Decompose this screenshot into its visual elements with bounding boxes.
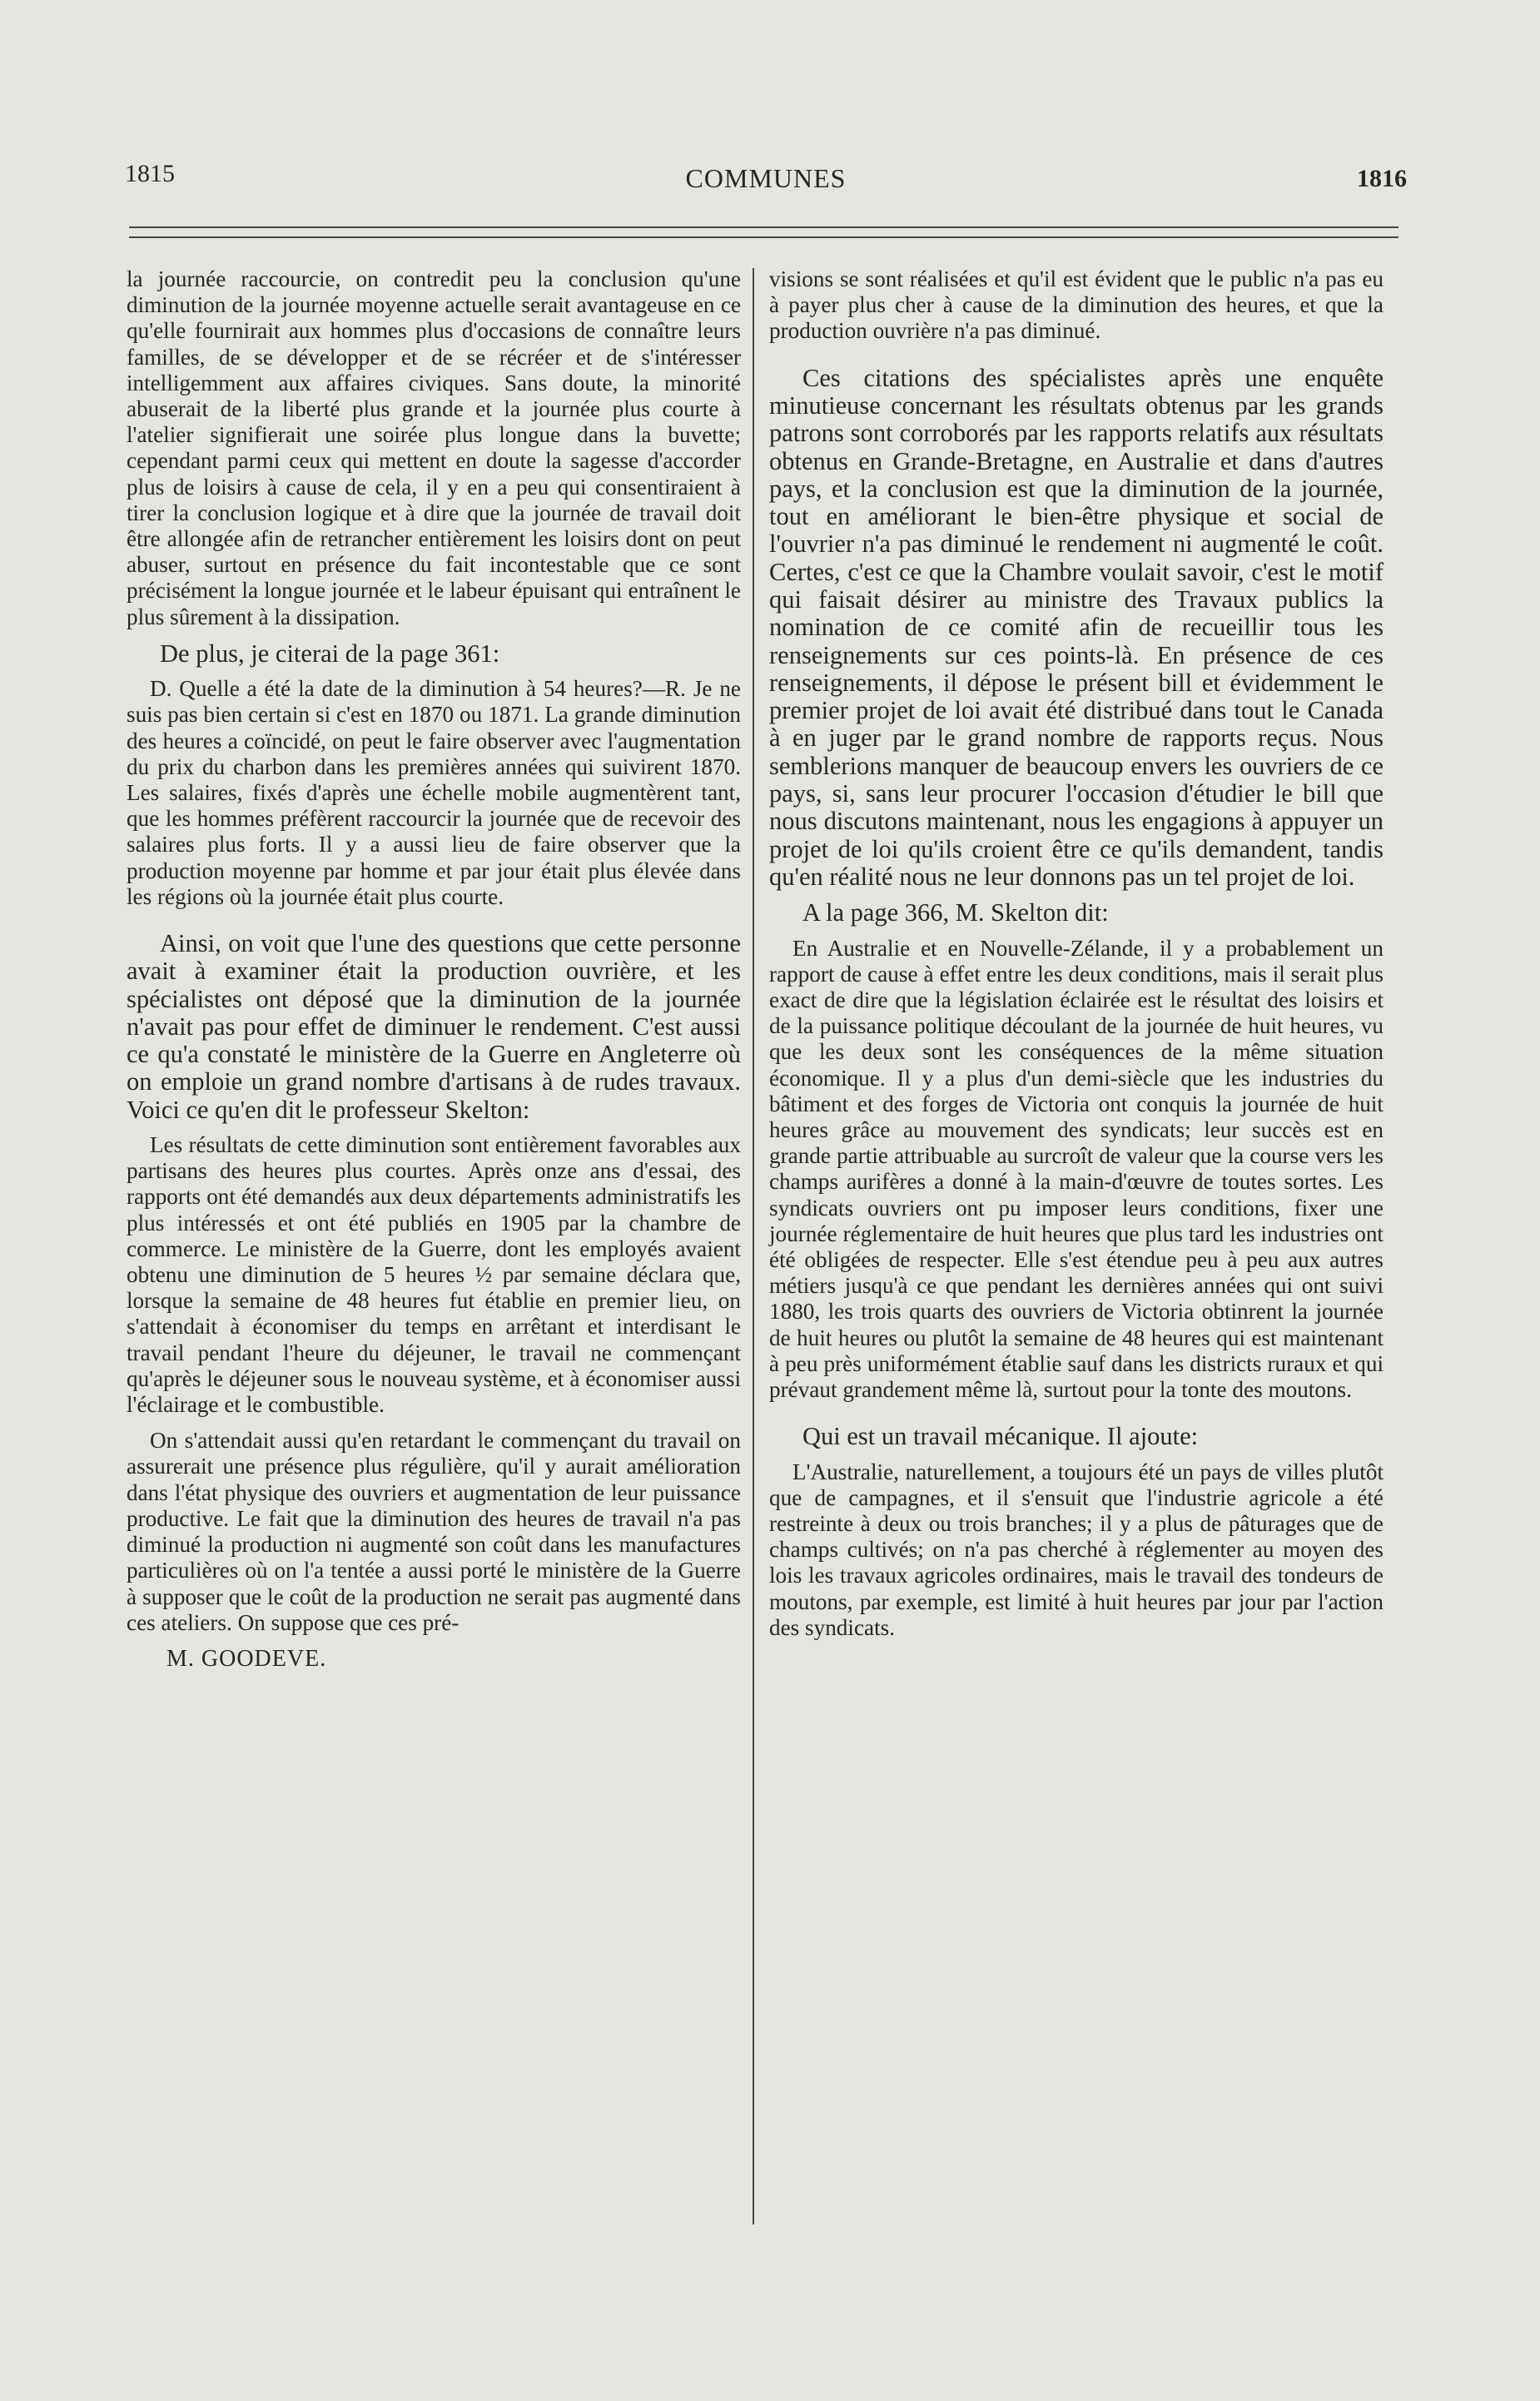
- column-divider: [753, 268, 754, 2225]
- right-column: [769, 266, 1384, 1651]
- speaker-signature: M. GOODEVE.: [166, 1645, 327, 1672]
- left-paragraph-3: D. Quelle a été la date de la diminution à 54 heures?—R. Je ne suis pas bien certain si c'est en 1870 ou 1871. La grande diminution des heures a coïncidé, on peut le faire observer avec l'augmentation du prix du charbon dans les premières années qui suivirent 1870. Les salaires, fixés d'après une échelle mobile augmentèrent tant, que les hommes préfèrent raccourcir la journée que de recevoir des salaires plus forts. Il y a aussi lieu de faire observer que la production moyenne par homme et par jour était plus élevée dans les régions où la journée était plus courte.: [127, 676, 741, 909]
- right-paragraph-4: En Australie et en Nouvelle-Zélande, il y a probablement un rapport de cause à effet entre les deux conditions, mais il serait plus exact de dire que la législation éclairée est le résultat des loisirs et de la puissance politique découlant de la journée de huit heures, vu que les deux sont les conséquences de la même situation économique. Il y a plus d'un demi-siècle que les industries du bâtiment et des forges de Victoria ont conquis la journée de huit heures grâce au mouvement des syndicats; leur succès est en grande partie attribuable au surcroît de valeur que la course vers les champs aurifères a donné à la main-d'œuvre de toutes sortes. Les syndicats ouvriers ont pu imposer leurs conditions, fixer une journée réglementaire de huit heures que plus tard les industries ont été obligées de respecter. Elle s'est étendue peu à peu aux autres métiers jusqu'à ce que pendant les dernières années qui ont suivi 1880, les trois quarts des ouvriers de Victoria obtinrent la journée de huit heures ou plutôt la semaine de 48 heures qui est maintenant à peu près uniformément établie sauf dans les districts ruraux et qui prévaut grandement même là, surtout pour la tonte des moutons.: [769, 935, 1384, 1402]
- left-paragraph-2: De plus, je citerai de la page 361:: [160, 639, 500, 668]
- right-paragraph-3: A la page 366, M. Skelton dit:: [802, 898, 1109, 927]
- page-number-right: 1816: [1357, 165, 1407, 192]
- left-paragraph-4: Ainsi, on voit que l'une des questions que cette personne avait à examiner était la production ouvrière, et les spécialistes ont déposé que la diminution de la journée n'avait pas pour effet de diminuer le rendement. C'est aussi ce qu'a constaté le ministère de la Guerre en Angleterre où on emploie un grand nombre d'artisans à de rudes travaux. Voici ce qu'en dit le professeur Skelton:: [127, 928, 741, 1124]
- right-paragraph-2: Ces citations des spécialistes après une enquête minutieuse concernant les résultats obtenus par les grands patrons sont corroborés par les rapports relatifs aux résultats obtenus en Grande-Bretagne, en Australie et dans d'autres pays, et la conclusion est que la diminution de la journée, tout en améliorant le bien-être physique et social de l'ouvrier n'a pas diminué le rendement ni augmenté le coût. Certes, c'est ce que la Chambre voulait savoir, c'est le motif qui faisait désirer au ministre des Travaux publics la nomination de ce comité afin de recueillir tous les renseignements sur ces points-là. En présence de ces renseignements, il dépose le présent bill et évidemment le premier projet de loi avait été distribué dans tout le Canada à en juger par le grand nombre de rapports reçus. Nous semblerions manquer de beaucoup envers les ouvriers de ce pays, si, sans leur procurer l'occasion d'étudier le bill que nous discutons maintenant, nous les engagions à appuyer un projet de loi qu'ils croient être ce qu'ils demandent, tandis qu'en réalité nous ne leur donnons pas un tel projet de loi.: [769, 363, 1384, 891]
- header-rule-bottom: [129, 236, 1398, 238]
- right-paragraph-1: visions se sont réalisées et qu'il est évident que le public n'a pas eu à payer plus cher à cause de la diminution des heures, et que la production ouvrière n'a pas diminué.: [769, 266, 1384, 344]
- page-number-left: 1815: [125, 160, 175, 187]
- header-rule-top: [129, 226, 1398, 228]
- page-header: [125, 157, 1407, 198]
- left-paragraph-5: Les résultats de cette diminution sont entièrement favorables aux partisans des heures plus courtes. Après onze ans d'essai, des rapports ont été demandés aux deux départements administratifs les plus intéressés et ont été publiés en 1905 par la chambre de commerce. Le ministère de la Guerre, dont les employés avaient obtenu une diminution de 5 heures ½ par semaine déclara que, lorsque la semaine de 48 heures fut établie en premier lieu, on s'attendait à économiser du temps en arrêtant et interdisant le travail pendant l'heure du déjeuner, le travail ne commençant qu'après le déjeuner sous le nouveau système, et à économiser aussi l'éclairage et le combustible.: [127, 1132, 741, 1418]
- left-column: [127, 266, 741, 1673]
- left-paragraph-6: On s'attendait aussi qu'en retardant le commençant du travail on assurerait une présence plus régulière, qu'il y aurait amélioration dans l'état physique des ouvriers et augmentation de leur puissance productive. Le fait que la diminution des heures de travail n'a pas diminué la production ni augmenté son coût dans les manufactures particulières où on l'a tentée a aussi porté le ministère de la Guerre à supposer que le coût de la production ne serait pas augmenté dans ces ateliers. On suppose que ces pré-: [127, 1428, 741, 1635]
- right-paragraph-6: L'Australie, naturellement, a toujours été un pays de villes plutôt que de campagnes, et il s'ensuit que l'industrie agricole a été restreinte à deux ou trois branches; il y a plus de pâturages que de champs cultivés; on n'a pas cherché à réglementer au moyen des lois les travaux agricoles ordinaires, mais le travail des tondeurs de moutons, par exemple, est limité à huit heures par jour par l'action des syndicats.: [769, 1459, 1384, 1640]
- page-title: COMMUNES: [685, 163, 847, 193]
- left-paragraph-1: la journée raccourcie, on contredit peu la conclusion qu'une diminution de la journée moyenne actuelle serait avantageuse en ce qu'elle fournirait aux hommes plus d'occasions de connaître leurs familles, de se développer et de se récréer et de s'intéresser intelligemment aux affaires civiques. Sans doute, la minorité abuserait de la liberté plus grande et la journée plus courte à l'atelier signifierait une soirée plus longue dans la buvette; cependant parmi ceux qui mettent en doute la sagesse d'accorder plus de loisirs à cause de cela, il y en a peu qui consentiraient à tirer la conclusion logique et à dire que la journée de travail doit être allongée afin de retrancher entièrement les loisirs dont on peut abuser, surtout en présence du fait incontestable que ce sont précisément la longue journée et le labeur épuisant qui entraînent le plus sûrement à la dissipation.: [127, 266, 741, 629]
- right-paragraph-5: Qui est un travail mécanique. Il ajoute:: [802, 1422, 1199, 1451]
